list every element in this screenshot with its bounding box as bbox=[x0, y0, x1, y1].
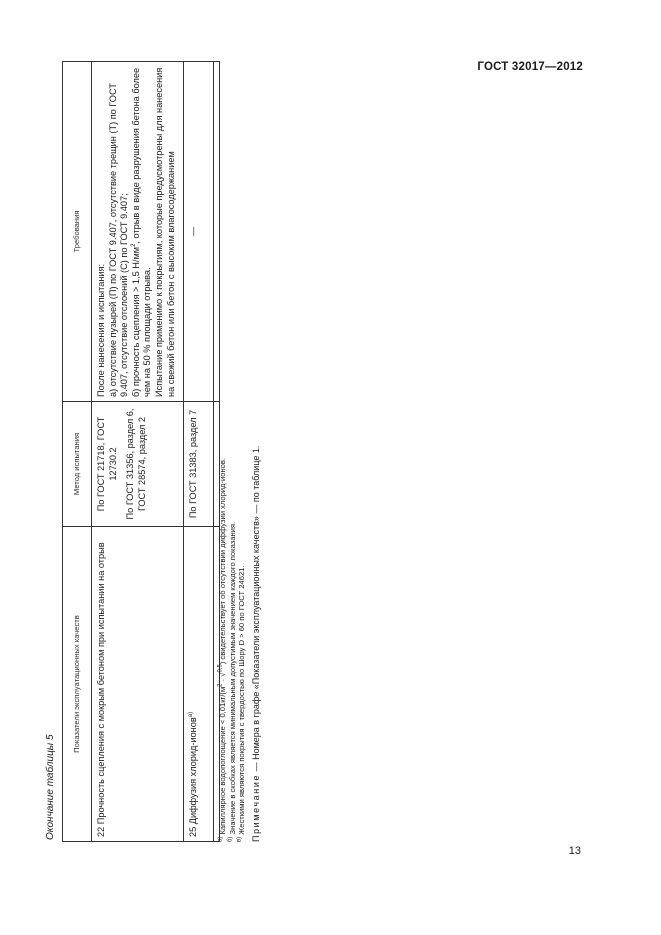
footnote-text: ) свидетельствует об отсутствии диффузии хлорид-ионов. bbox=[218, 457, 227, 665]
indicator-text: 22 Прочность сцепления с мокрым бетоном при испытании на отрыв bbox=[96, 542, 106, 837]
superscript: 2 bbox=[130, 243, 137, 247]
standard-code: ГОСТ 32017—2012 bbox=[477, 61, 583, 73]
footnote-text: Значение в скобках является минимальным допустимым значением каждого показания. bbox=[227, 521, 237, 835]
method-line: По ГОСТ 31383, раздел 7 bbox=[188, 409, 198, 519]
method-line: По ГОСТ 21718, ГОСТ 12730.2 bbox=[96, 416, 118, 512]
requirement-line: После нанесения и испытания: bbox=[96, 263, 106, 397]
method-line: По ГОСТ 31356, раздел 6, ГОСТ 28574, раздел 2 bbox=[125, 408, 147, 520]
footnote bbox=[237, 62, 247, 842]
indicator-text: 25 Диффузия хлорид-ионов bbox=[188, 717, 198, 837]
table-header-row bbox=[63, 62, 92, 842]
table-caption: Окончание таблицы 5 bbox=[45, 734, 56, 840]
requirement-text: б) прочность сцепления > 1,5 Н/мм bbox=[130, 246, 141, 397]
page-number: 13 bbox=[568, 845, 581, 857]
requirement-text: , отрыв в виде разрушения бетона более чем на 50 % площади отрыва. bbox=[130, 67, 153, 397]
requirement-line: — bbox=[188, 226, 198, 237]
superscript: 0,5 bbox=[217, 664, 224, 673]
footnote-mark: б) bbox=[227, 836, 234, 842]
table-row bbox=[92, 62, 184, 842]
requirement-line bbox=[131, 66, 154, 397]
footnote-text: · √ bbox=[218, 672, 227, 684]
footnote-mark: а) bbox=[217, 836, 224, 842]
indicator-cell bbox=[92, 527, 184, 842]
footnote-text: Жесткими являются покрытия с твердостью по Шору D > 60 по ГОСТ 24621. bbox=[237, 565, 247, 835]
column-header-requirements: Требования bbox=[63, 62, 92, 402]
footnote bbox=[228, 62, 238, 842]
rotated-table-block bbox=[45, 62, 283, 842]
requirements-table bbox=[62, 61, 220, 842]
requirement-line: а) отсутствие пузырей (П) по ГОСТ 9.407, отсутствие трещин (Т) по ГОСТ 9.407, отсутствие отслоений (С) по ГОСТ 9.407; bbox=[107, 83, 130, 397]
footnote bbox=[218, 62, 228, 842]
table-note bbox=[252, 62, 262, 842]
note-label: Примечание bbox=[250, 773, 261, 842]
footnote-mark: в) bbox=[236, 836, 243, 842]
column-header-indicator: Показатели эксплуатационных качеств bbox=[63, 527, 92, 842]
note-text: — Номера в графе «Показатели эксплуатационных качеств» — по таблице 1. bbox=[250, 445, 261, 774]
requirements-cell bbox=[92, 62, 184, 402]
superscript: 2 bbox=[217, 683, 224, 687]
footnote-text: Капиллярное водопоглощение < 0,01кг/(м bbox=[218, 686, 227, 835]
footnote-mark: а) bbox=[187, 711, 194, 718]
column-header-method: Метод испытания bbox=[63, 402, 92, 527]
footnotes-block bbox=[213, 62, 261, 842]
requirement-line: Испытание применимо к покрытиям, которые предусмотрены для нанесения на свежий бетон или бетон с высоким влагосодержанием bbox=[153, 67, 176, 397]
method-cell bbox=[92, 402, 184, 527]
